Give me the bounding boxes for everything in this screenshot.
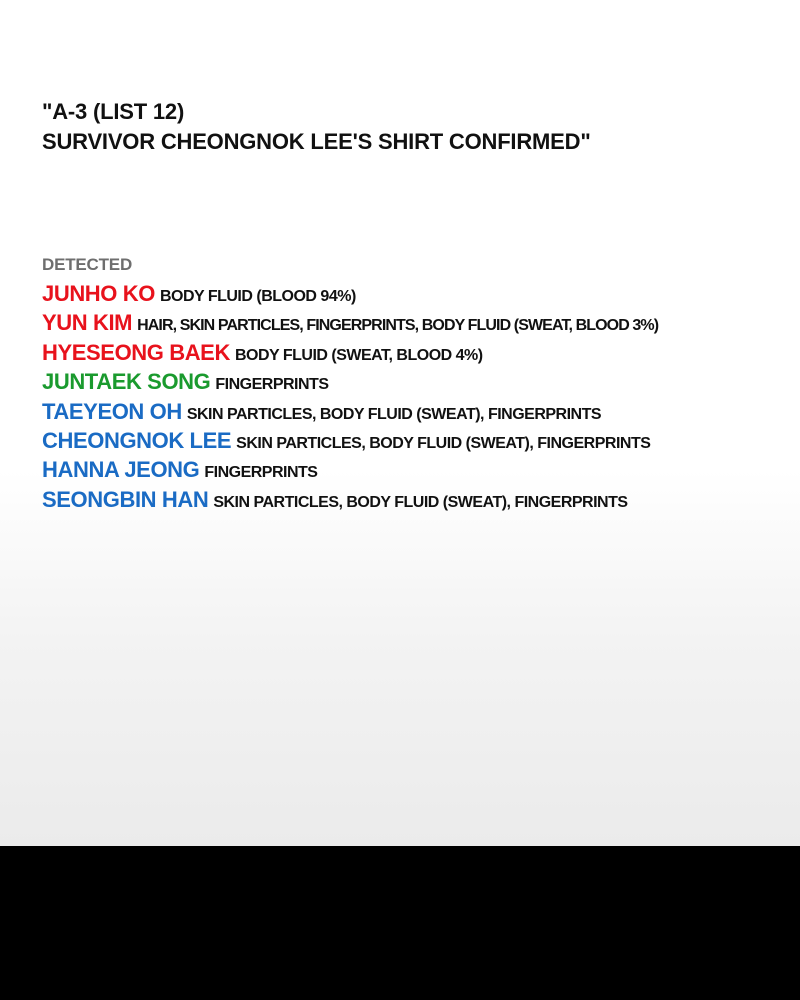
person-name: HYESEONG BAEK (42, 339, 230, 365)
person-name: TAEYEON OH (42, 398, 182, 424)
evidence-detail: SKIN PARTICLES, BODY FLUID (SWEAT), FINGERPRINTS (186, 405, 602, 423)
result-row (42, 485, 658, 514)
evidence-detail: FINGERPRINTS (215, 376, 329, 394)
black-gutter (0, 846, 800, 1000)
person-name: SEONGBIN HAN (42, 486, 209, 512)
person-name: CHEONGNOK LEE (42, 427, 232, 453)
detection-results-list (42, 279, 658, 514)
evidence-detail: BODY FLUID (SWEAT, BLOOD 4%) (234, 346, 483, 364)
evidence-detail: SKIN PARTICLES, BODY FLUID (SWEAT), FINGERPRINTS (213, 493, 628, 511)
result-row (42, 455, 658, 484)
detected-label: DETECTED (42, 255, 133, 274)
result-row (42, 338, 658, 367)
result-row (42, 308, 658, 337)
result-row (42, 426, 658, 455)
person-name: HANNA JEONG (42, 457, 200, 483)
result-row (42, 367, 658, 396)
person-name: JUNHO KO (42, 281, 155, 306)
evidence-detail: SKIN PARTICLES, BODY FLUID (SWEAT), FINGERPRINTS (236, 434, 651, 452)
evidence-detail: BODY FLUID (BLOOD 94%) (159, 288, 356, 305)
evidence-detail: HAIR, SKIN PARTICLES, FINGERPRINTS, BODY FLUID (SWEAT, BLOOD 3%) (137, 317, 659, 335)
report-heading (42, 97, 591, 157)
result-row (42, 397, 658, 426)
heading-line-2: SURVIVOR CHEONGNOK LEE'S SHIRT CONFIRMED" (42, 129, 591, 154)
heading-line-1: "A-3 (LIST 12) (42, 99, 185, 124)
person-name: YUN KIM (42, 310, 133, 336)
result-row (42, 279, 658, 308)
person-name: JUNTAEK SONG (42, 369, 211, 395)
evidence-detail: FINGERPRINTS (204, 464, 318, 482)
